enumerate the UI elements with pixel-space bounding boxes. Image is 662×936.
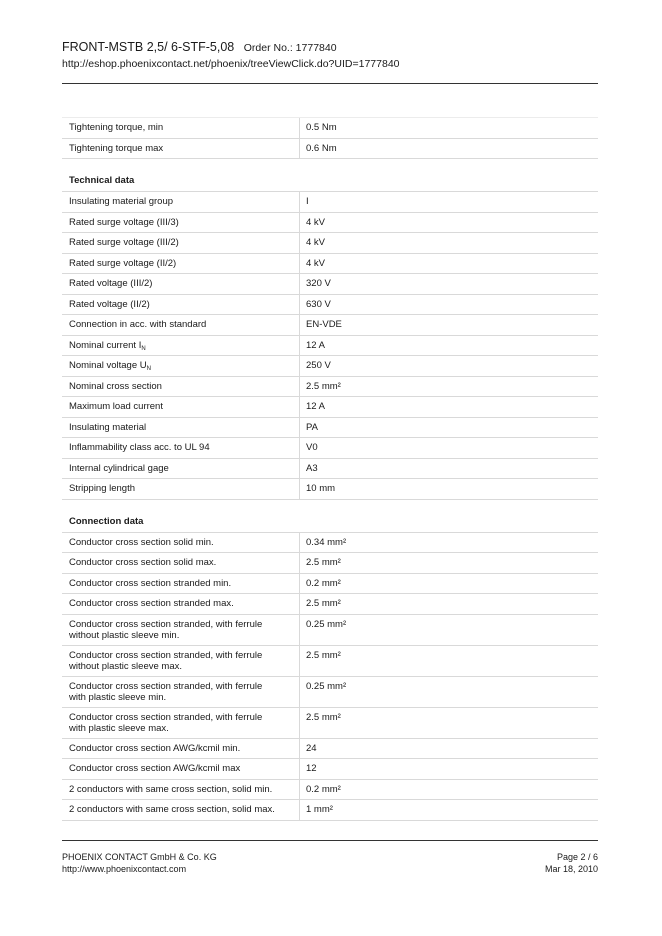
table-row [62,295,598,316]
row-label: Conductor cross section solid max. [69,557,217,568]
row-label: Rated surge voltage (III/2) [69,237,179,248]
row-label [62,615,299,645]
row-value: 0.5 Nm [299,118,598,138]
row-value: 4 kV [299,213,598,233]
order-number: Order No.: 1777840 [243,42,337,54]
row-label: Conductor cross section stranded max. [69,598,234,609]
page-number: Page 2 / 6 [556,852,598,862]
label-subscript: N [141,345,146,352]
label-line-1: Conductor cross section stranded, with ferrule [69,711,263,723]
technical-rows [62,192,598,500]
label-line-2: with plastic sleeve max. [69,723,169,734]
table-row [62,459,598,480]
label-line-1: Conductor cross section stranded, with ferrule [69,680,263,692]
row-label: Conductor cross section AWG/kcmil max [69,763,241,774]
row-value: 12 A [299,397,598,417]
row-value: 12 [299,759,598,779]
header-divider [62,83,598,84]
table-row [62,418,598,439]
row-value: 0.2 mm² [299,574,598,594]
table-row [62,213,598,234]
row-label: 2 conductors with same cross section, solid min. [69,783,273,795]
row-value: 2.5 mm² [299,594,598,614]
row-label: Internal cylindrical gage [69,462,169,474]
footer-divider [62,840,598,841]
row-value: 0.25 mm² [299,615,598,645]
row-label: 2 conductors with same cross section, solid max. [69,804,275,815]
row-label: Rated voltage (II/2) [69,298,150,310]
row-label [62,677,299,707]
section-heading-technical: Technical data [62,159,598,192]
row-value: 0.34 mm² [299,533,598,553]
row-label: Rated surge voltage (II/2) [69,257,177,269]
table-row [62,438,598,459]
table-row [62,274,598,295]
page-header [62,40,598,71]
table-row [62,336,598,357]
table-row [62,139,598,160]
row-value: 1 mm² [299,800,598,820]
row-value: 12 A [299,336,598,356]
table-row [62,800,598,821]
row-label: Conductor cross section AWG/kcmil min. [69,742,241,754]
table-row [62,479,598,500]
company-name: PHOENIX CONTACT GmbH & Co. KG [62,852,217,862]
row-label: Insulating material group [69,196,174,207]
table-row [62,117,598,139]
company-website[interactable]: http://www.phoenixcontact.com [62,863,187,874]
table-row [62,254,598,275]
row-value: 320 V [299,274,598,294]
table-row [62,553,598,574]
label-line-2: without plastic sleeve min. [69,630,180,641]
row-value: 10 mm [299,479,598,499]
table-row [62,315,598,336]
row-label: Rated voltage (III/2) [69,278,153,289]
row-value: 0.2 mm² [299,780,598,800]
footer-left [62,852,217,875]
row-value: 630 V [299,295,598,315]
row-label: Stripping length [69,483,136,494]
label-text: Nominal current I [69,339,142,351]
product-url[interactable]: http://eshop.phoenixcontact.net/phoenix/treeViewClick.do?UID=1777840 [62,58,400,70]
row-value: A3 [299,459,598,479]
row-label [62,708,299,738]
row-value: PA [299,418,598,438]
label-subscript: N [146,366,151,372]
table-row [62,780,598,801]
table-row [62,574,598,595]
row-value: 0.25 mm² [299,677,598,707]
row-value: V0 [299,438,598,458]
row-label: Tightening torque, min [69,122,164,133]
table-row [62,356,598,377]
table-row [62,594,598,615]
row-value: 2.5 mm² [299,646,598,676]
title-line [62,40,598,56]
row-label: Nominal cross section [69,380,162,392]
row-value: 4 kV [299,233,598,253]
table-row [62,759,598,780]
table-row [62,739,598,760]
table-row [62,233,598,254]
row-label [62,646,299,676]
table-row [62,192,598,213]
row-value: EN-VDE [299,315,598,335]
row-label: Connection in acc. with standard [69,319,207,330]
label-line-2: without plastic sleeve max. [69,661,182,672]
row-value: 4 kV [299,254,598,274]
row-label: Rated surge voltage (III/3) [69,216,179,228]
row-label: Tightening torque max [69,142,164,154]
row-value: 250 V [299,356,598,376]
row-label: Inflammability class acc. to UL 94 [69,442,210,453]
row-value: I [299,192,598,212]
row-label: Maximum load current [69,401,163,412]
label-text: Nominal voltage U [69,360,147,371]
footer-right [545,852,598,875]
table-row [62,397,598,418]
row-value: 0.6 Nm [299,139,598,159]
label-line-1: Conductor cross section stranded, with ferrule [69,649,263,661]
row-value: 2.5 mm² [299,708,598,738]
label-line-2: with plastic sleeve min. [69,692,167,703]
row-value: 24 [299,739,598,759]
table-row [62,646,598,677]
row-label: Insulating material [69,421,147,433]
row-label [62,336,299,356]
row-value: 2.5 mm² [299,553,598,573]
connection-rows [62,533,598,821]
row-label [62,356,299,376]
product-title: FRONT-MSTB 2,5/ 6-STF-5,08 [62,40,235,54]
section-heading-connection: Connection data [62,500,598,533]
label-line-1: Conductor cross section stranded, with ferrule [69,618,263,630]
spec-table [62,117,598,821]
table-row [62,377,598,398]
print-date: Mar 18, 2010 [544,863,598,874]
row-value: 2.5 mm² [299,377,598,397]
table-row [62,677,598,708]
table-row [62,533,598,554]
row-label: Conductor cross section stranded min. [69,577,232,589]
row-label: Conductor cross section solid min. [69,536,214,548]
table-row [62,615,598,646]
table-row [62,708,598,739]
